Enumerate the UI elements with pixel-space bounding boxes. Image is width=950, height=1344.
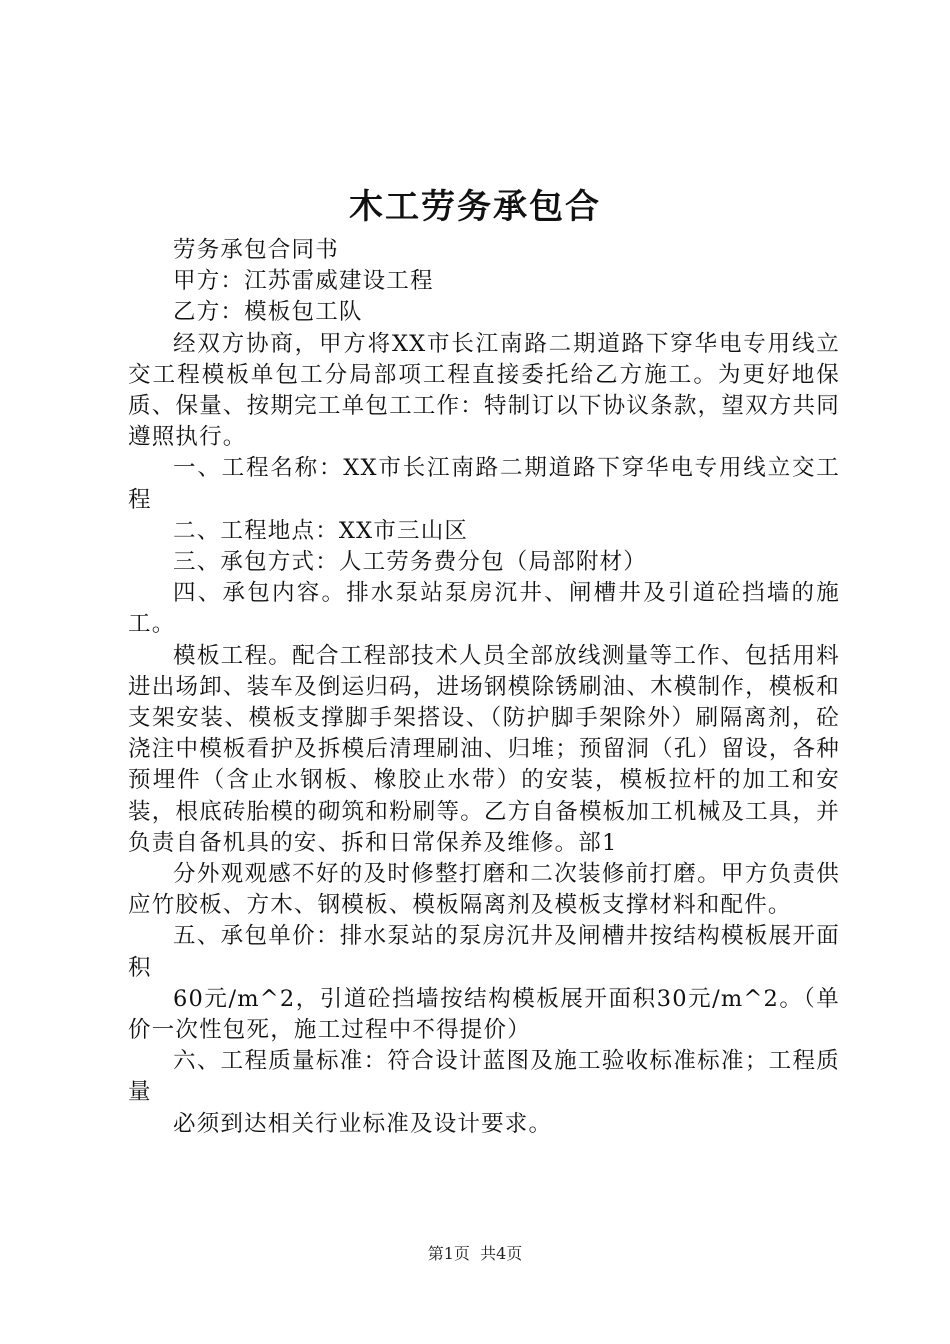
paragraph-party-a: 甲方：江苏雷威建设工程: [173, 268, 434, 295]
paragraph-formwork-work: 模板工程。配合工程部技术人员全部放线测量等工作、包括用料进出场卸、装车及倒运归码，进场钢模除锈刷油、木模制作，模板和支架安装、模板支撑脚手架搭设、（防护脚手架除外）刷隔离剂，砼浇注中模板看护及拆模后清理刷油、归堆；预留洞（孔）留设，各种预埋件（含止水钢板、橡胶止水带）的安装，模板拉杆的加工和安装，根底砖胎模的砌筑和粉刷等。乙方自备模板加工机械及工具，并负责自备机具的安、拆和日常保养及维修。部1: [128, 642, 840, 856]
paragraph-party-b: 乙方：模板包工队: [173, 299, 363, 326]
paragraph-unit-price-detail: 60元/m^2，引道砼挡墙按结构模板展开面积30元/m^2。（单价一次性包死，施工过程中不得提价）: [128, 985, 840, 1044]
page-total: 共4页: [480, 1244, 523, 1263]
page-number: 第1页: [427, 1244, 470, 1263]
paragraph-quality-requirement: 必须到达相关行业标准及设计要求。: [173, 1110, 553, 1137]
paragraph-project-location: 二、工程地点：XX市三山区: [173, 517, 469, 544]
paragraph-project-name: 一、工程名称：XX市长江南路二期道路下穿华电专用线立交工程: [128, 455, 840, 513]
paragraph-preamble: 经双方协商，甲方将XX市长江南路二期道路下穿华电专用线立交工程模板单包工分局部项工程直接委托给乙方施工。为更好地保质、保量、按期完工单包工工作：特制订以下协议条款，望双方共同遵照执行。: [128, 330, 840, 451]
page-footer: [0, 1243, 950, 1265]
document-body: [128, 235, 840, 1140]
paragraph-contract-content: 四、承包内容。排水泵站泵房沉井、闸槽井及引道砼挡墙的施工。: [128, 580, 840, 638]
paragraph-unit-price: 五、承包单价：排水泵站的泵房沉井及闸槽井按结构模板展开面积: [128, 923, 840, 981]
paragraph-finishing-supply: 分外观观感不好的及时修整打磨和二次装修前打磨。甲方负责供应竹胶板、方木、钢模板、模板隔离剂及模板支撑材料和配件。: [128, 861, 840, 919]
paragraph-contract-heading: 劳务承包合同书: [173, 237, 339, 263]
paragraph-quality-standard: 六、工程质量标准：符合设计蓝图及施工验收标准标准；工程质量: [128, 1048, 840, 1106]
paragraph-contract-method: 三、承包方式：人工劳务费分包（局部附材）: [173, 549, 648, 576]
document-title: 木工劳务承包合: [349, 187, 601, 227]
